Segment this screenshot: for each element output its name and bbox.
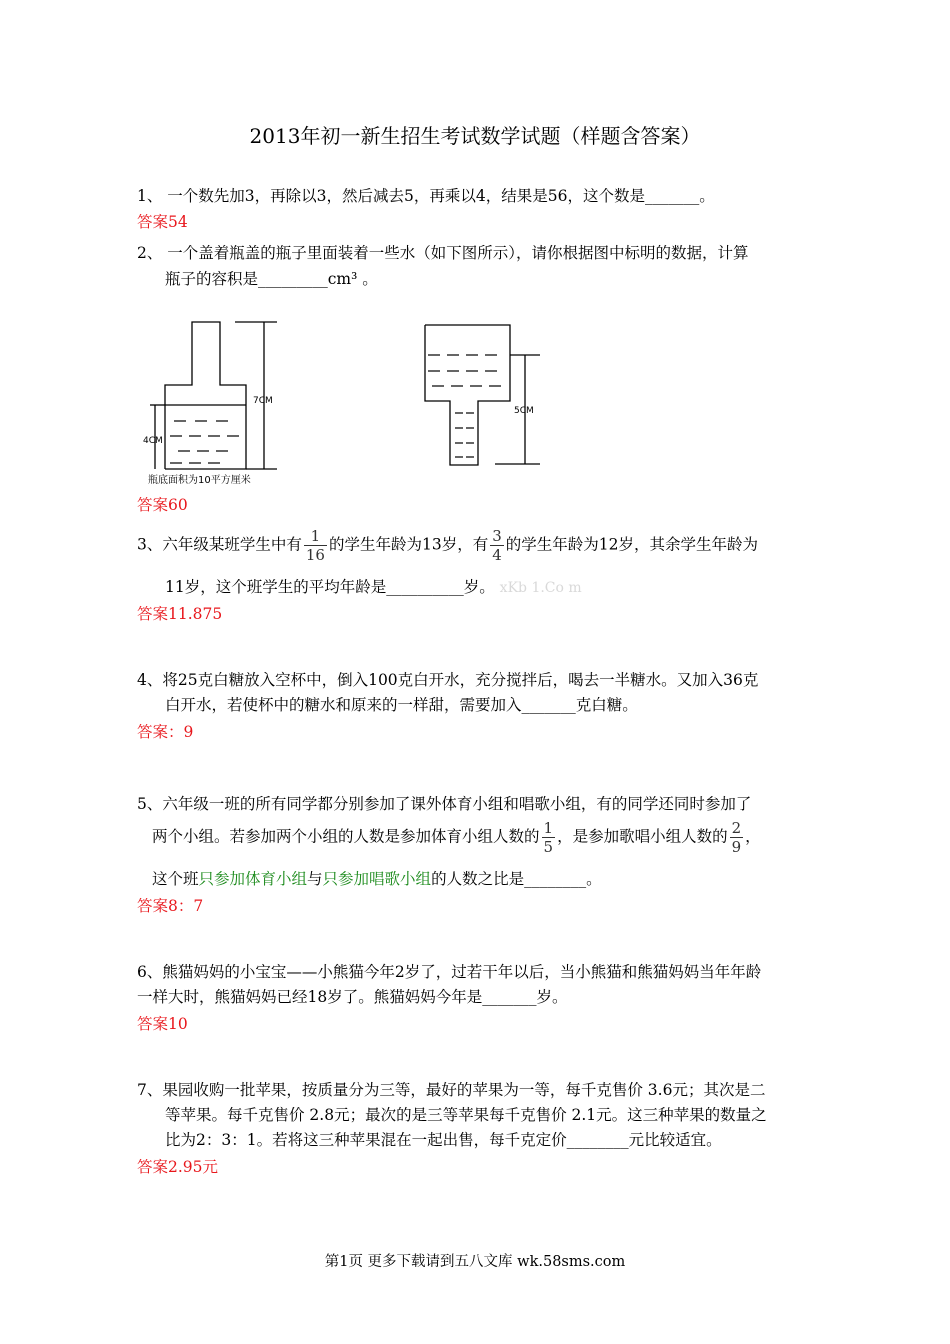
question-7-line-2: 等苹果。每千克售价 2.8元；最次的是三等苹果每千克售价 2.1元。这三种苹果的数量之: [165, 1106, 767, 1124]
answer-1: 答案54: [137, 213, 188, 231]
question-5-line-3: [152, 869, 602, 889]
answer-3: 答案11.875: [137, 605, 223, 623]
page-title: 2013年初一新生招生考试数学试题（样题含答案）: [249, 124, 701, 148]
page-footer: 第1页 更多下载请到五八文库 wk.58sms.com: [324, 1254, 626, 1270]
question-4-line-2: 白开水，若使杯中的糖水和原来的一样甜，需要加入_______克白糖。: [165, 696, 638, 714]
q5-l3e: 的人数之比是________。: [431, 870, 602, 888]
denominator: 4: [492, 546, 502, 564]
q5-end: ，: [745, 827, 761, 846]
highlight-singing-only: 只参加唱歌小组: [322, 870, 432, 888]
numerator: 1: [543, 819, 554, 837]
q3-line2-text: 11岁，这个班学生的平均年龄是__________岁。: [165, 578, 495, 596]
denominator: 16: [305, 546, 325, 564]
bottle-inverted: [425, 325, 540, 465]
q3-suffix: 的学生年龄为12岁，其余学生年龄为: [505, 535, 758, 554]
q5-l3a: 这个班: [152, 870, 199, 888]
fraction-1-5: [542, 819, 556, 856]
question-3-line-1: [137, 527, 758, 564]
question-4-line-1: 4、将25克白糖放入空杯中，倒入100克白开水，充分搅拌后，喝去一半糖水。又加入36克: [137, 671, 759, 689]
figure-caption: 瓶底面积为10平方厘米: [148, 475, 251, 486]
answer-5: 答案8：7: [137, 897, 204, 915]
highlight-sports-only: 只参加体育小组: [198, 870, 308, 888]
denominator: 5: [543, 838, 554, 856]
watermark: xKb 1.Co m: [499, 580, 582, 596]
label-7cm: 7CM: [253, 396, 273, 406]
answer-7: 答案2.95元: [137, 1158, 219, 1176]
question-7-line-3: 比为2：3：1。若将这三种苹果混在一起出售，每千克定价________元比较适宜。: [165, 1131, 722, 1149]
fraction-2-9: [730, 819, 744, 856]
q5-l3c: 与: [307, 870, 323, 888]
question-2-line-1: 2、 一个盖着瓶盖的瓶子里面装着一些水（如下图所示），请你根据图中标明的数据，计算: [137, 244, 749, 262]
label-4cm: 4CM: [143, 436, 163, 446]
question-6-line-2: 一样大时，熊猫妈妈已经18岁了。熊猫妈妈今年是_______岁。: [137, 988, 568, 1006]
fraction-1-16: [304, 527, 327, 564]
numerator: 2: [731, 819, 742, 837]
fraction-3-4: [490, 527, 504, 564]
bottle-figure: [140, 315, 560, 490]
denominator: 9: [731, 838, 742, 856]
question-2-line-2: 瓶子的容积是_________cm³ 。: [165, 270, 378, 288]
question-7-line-1: 7、果园收购一批苹果，按质量分为三等，最好的苹果为一等，每千克售价 3.6元；其次是二: [137, 1081, 766, 1099]
question-6-line-1: 6、熊猫妈妈的小宝宝——小熊猫今年2岁了，过若干年以后，当小熊猫和熊猫妈妈当年年龄: [137, 963, 762, 981]
label-5cm: 5CM: [514, 406, 534, 416]
numerator: 1: [310, 527, 321, 545]
answer-4: 答案：9: [137, 723, 194, 741]
question-5-line-2: [152, 819, 761, 856]
q3-prefix: 3、六年级某班学生中有: [137, 535, 302, 554]
q3-mid: 的学生年龄为13岁，有: [328, 535, 489, 554]
answer-6: 答案10: [137, 1015, 188, 1033]
question-5-line-1: 5、六年级一班的所有同学都分别参加了课外体育小组和唱歌小组，有的同学还同时参加了: [137, 795, 752, 813]
q5-mid: ，是参加歌唱小组人数的: [557, 827, 728, 846]
numerator: 3: [492, 527, 502, 545]
question-3-line-2: [165, 577, 582, 598]
question-1: 1、 一个数先加3，再除以3，然后减去5，再乘以4，结果是56，这个数是_______。: [137, 187, 715, 205]
q5-prefix: 两个小组。若参加两个小组的人数是参加体育小组人数的: [152, 827, 540, 846]
answer-2: 答案60: [137, 496, 188, 514]
